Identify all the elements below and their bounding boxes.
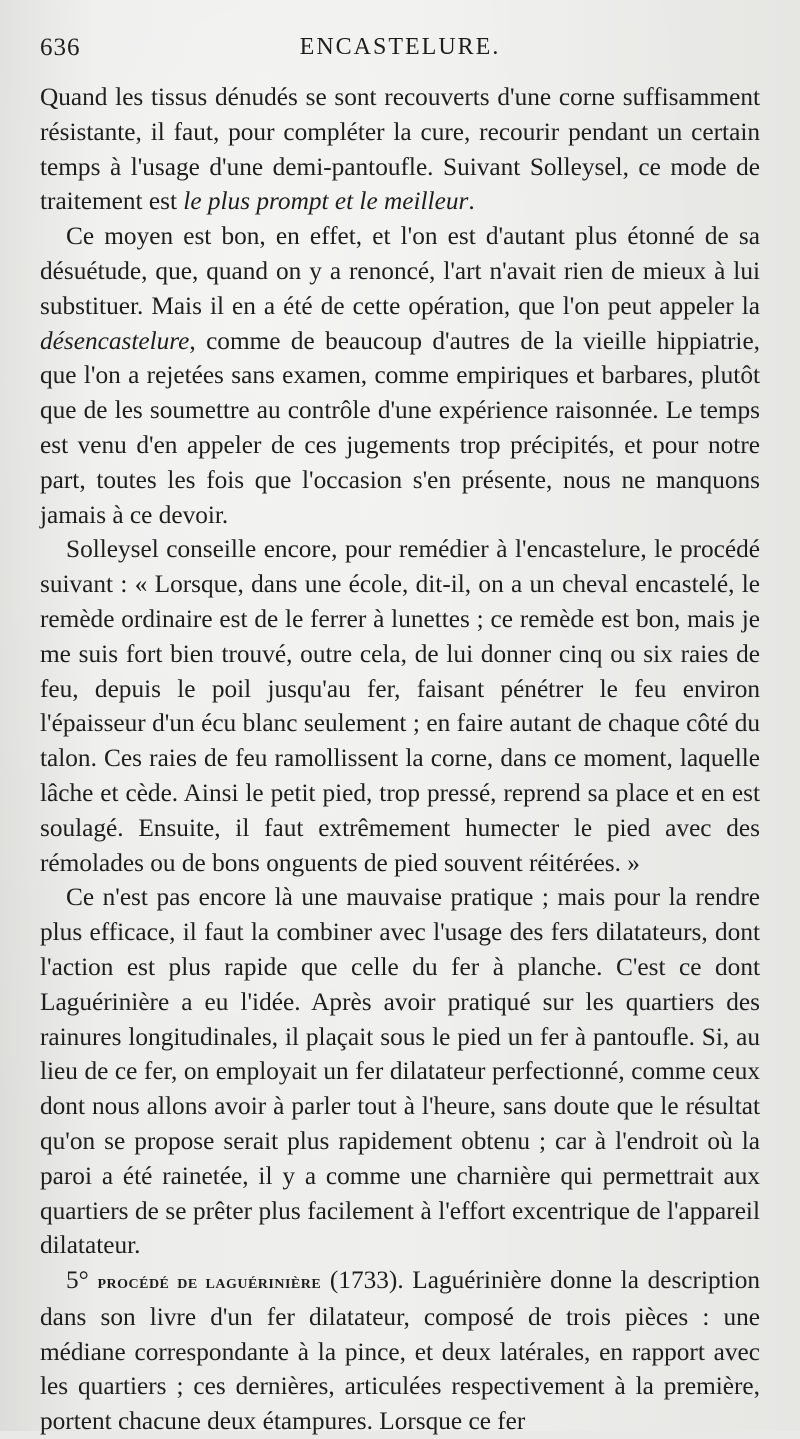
- paragraph-1: Quand les tissus dénudés se sont recouverts d'une corne suffisamment résistante, il faut, pour compléter la cure, recourir pendant un certain temps à l'usage d'une demi-pantoufle. Suivant Solleysel, ce mode de traitement est le plus prompt et le meilleur.: [40, 83, 760, 216]
- paragraph-5-section: 5° procédé de laguérinière (1733). Laguérinière donne la description dans son livre d'un fer dilatateur, composé de trois pièces : une médiane correspondante à la pince, et deux latérales, en rapport avec les quartiers ; ces dernières, articulées respectivement à la première, portent chacune deux étampures. Lorsque ce fer: [40, 1266, 760, 1436]
- paragraph-2: Ce moyen est bon, en effet, et l'on est d'autant plus étonné de sa désuétude, que, quand on y a renoncé, l'art n'avait rien de mieux à lui substituer. Mais il en a été de cette opération, que l'on peut appeler la désencastelure, comme de beaucoup d'autres de la vieille hippiatrie, que l'on a rejetées sans examen, comme empiriques et barbares, plutôt que de les soumettre au contrôle d'une expérience raisonnée. Le temps est venu d'en appeler de ces jugements trop précipités, et pour notre part, toutes les fois que l'occasion s'en présente, nous ne manquons jamais à ce devoir.: [40, 222, 760, 529]
- italic-phrase: le plus prompt et le meilleur: [183, 187, 469, 216]
- page-number: 636: [40, 34, 81, 61]
- paragraph-3: Solleysel conseille encore, pour remédier à l'encastelure, le procédé suivant : « Lorsque, dans une école, dit-il, on a un cheval encastelé, le remède ordinaire est de le ferrer à lunettes ; ce remède est bon, mais je me suis fort bien trouvé, outre cela, de lui donner cinq ou six raies de feu, depuis le poil jusqu'au fer, faisant pénétrer le feu environ l'épaisseur d'un écu blanc seulement ; en faire autant de chaque côté du talon. Ces raies de feu ramollissent la corne, dans ce moment, laquelle lâche et cède. Ainsi le petit pied, trop pressé, reprend sa place et en est soulagé. Ensuite, il faut extrêmement humecter le pied avec des rémolades ou de bons onguents de pied souvent réitérées. »: [40, 535, 760, 877]
- running-head: ENCASTELURE.: [299, 34, 501, 60]
- section-number: 5°: [66, 1266, 89, 1295]
- section-heading: procédé de laguérinière: [97, 1271, 322, 1294]
- page-header: [40, 24, 760, 64]
- body-text: [40, 80, 760, 1439]
- paragraph-4: Ce n'est pas encore là une mauvaise pratique ; mais pour la rendre plus efficace, il faut la combiner avec l'usage des fers dilatateurs, dont l'action est plus rapide que celle du fer à planche. C'est ce dont Laguérinière a eu l'idée. Après avoir pratiqué sur les quartiers des rainures longitudinales, il plaçait sous le pied un fer à pantoufle. Si, au lieu de ce fer, on employait un fer dilatateur perfectionné, comme ceux dont nous allons avoir à parler tout à l'heure, sans doute que le résultat qu'on se propose serait plus rapidement obtenu ; car à l'endroit où la paroi a été rainetée, il y a comme une charnière qui permettrait aux quartiers de se prêter plus facilement à l'effort excentrique de l'appareil dilatateur.: [40, 883, 760, 1260]
- italic-term: désencastelure: [40, 326, 190, 355]
